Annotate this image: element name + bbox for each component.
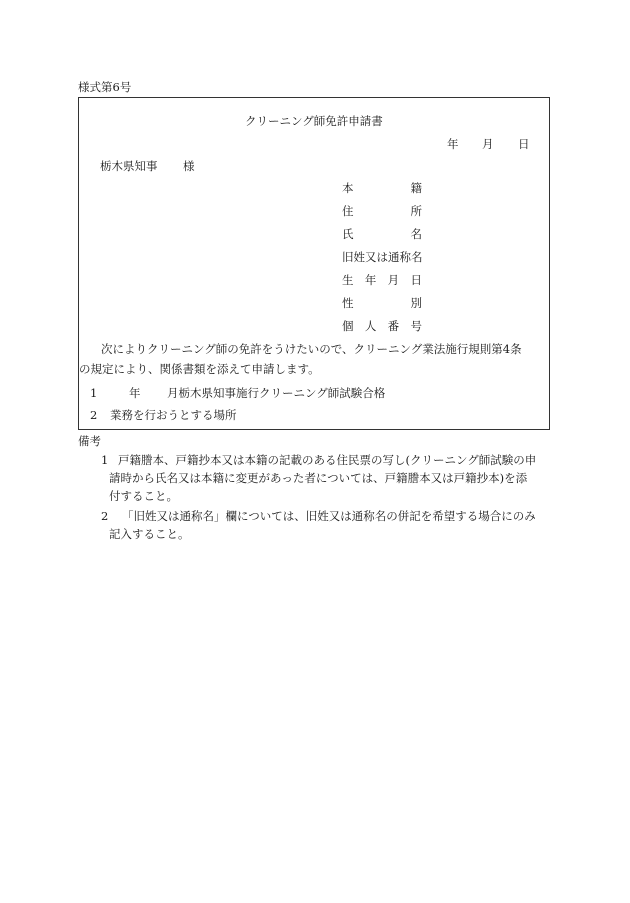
date-month: 月 [482, 137, 494, 151]
form-box [78, 97, 550, 430]
note-2-line-2: 記入すること。 [109, 527, 190, 541]
applicant-field-char: 人 [364, 319, 377, 333]
date-year: 年 [447, 137, 459, 151]
applicant-field-char: 号 [410, 319, 422, 333]
applicant-field-label [342, 321, 422, 333]
item-1-text: 月栃木県知事施行クリーニング師試験合格 [167, 386, 386, 400]
notes-heading: 備考 [78, 434, 101, 448]
applicant-field-char: 氏 [342, 227, 354, 241]
form-title: クリーニング師免許申請書 [245, 114, 383, 128]
note-1-line-3: 付すること。 [109, 489, 178, 503]
applicant-field-label [342, 298, 422, 310]
applicant-field-label [342, 229, 422, 241]
applicant-field-label [342, 206, 422, 218]
note-2-line-1: 「旧姓又は通称名」欄については、旧姓又は通称名の併記を希望する場合にのみ [122, 509, 536, 523]
applicant-field-char: 別 [410, 296, 422, 310]
applicant-field-char: 所 [410, 204, 422, 218]
applicant-field-label [342, 252, 423, 264]
item-1-number: 1 [90, 386, 98, 400]
item-2-text: 業務を行おうとする場所 [110, 408, 237, 422]
applicant-field-char: 本 [342, 181, 354, 195]
item-1-year: 年 [129, 386, 141, 400]
note-1-line-2: 請時から氏名又は本籍に変更があった者については、戸籍謄本又は戸籍抄本)を添 [109, 471, 528, 485]
form-number: 様式第6号 [78, 80, 132, 94]
applicant-field-char: 月 [387, 273, 400, 287]
body-line-2: の規定により、関係書類を添えて申請します。 [79, 362, 320, 376]
date-day: 日 [518, 137, 530, 151]
applicant-field-char: 籍 [410, 181, 422, 195]
applicant-field-char: 番 [387, 319, 400, 333]
body-line-1: 次によりクリーニング師の免許をうけたいので、クリーニング業法施行規則第4条 [101, 342, 522, 356]
applicant-field-char: 生 [342, 273, 354, 287]
applicant-field-char: 日 [410, 273, 422, 287]
applicant-field-char: 名 [410, 227, 422, 241]
addressee-honorific: 様 [183, 159, 195, 173]
applicant-field-label [342, 183, 422, 195]
note-1-number: 1 [101, 453, 109, 467]
addressee-name: 栃木県知事 [100, 159, 158, 173]
applicant-field-char: 性 [342, 296, 354, 310]
applicant-field-char: 住 [342, 204, 354, 218]
applicant-field-char: 旧姓又は通称名 [342, 250, 423, 264]
note-2-number: 2 [101, 509, 109, 523]
item-2-number: 2 [90, 408, 98, 422]
applicant-field-char: 年 [364, 273, 377, 287]
applicant-field-label [342, 275, 422, 287]
applicant-field-char: 個 [342, 319, 354, 333]
note-1-line-1: 戸籍謄本、戸籍抄本又は本籍の記載のある住民票の写し(クリーニング師試験の申 [118, 453, 537, 467]
